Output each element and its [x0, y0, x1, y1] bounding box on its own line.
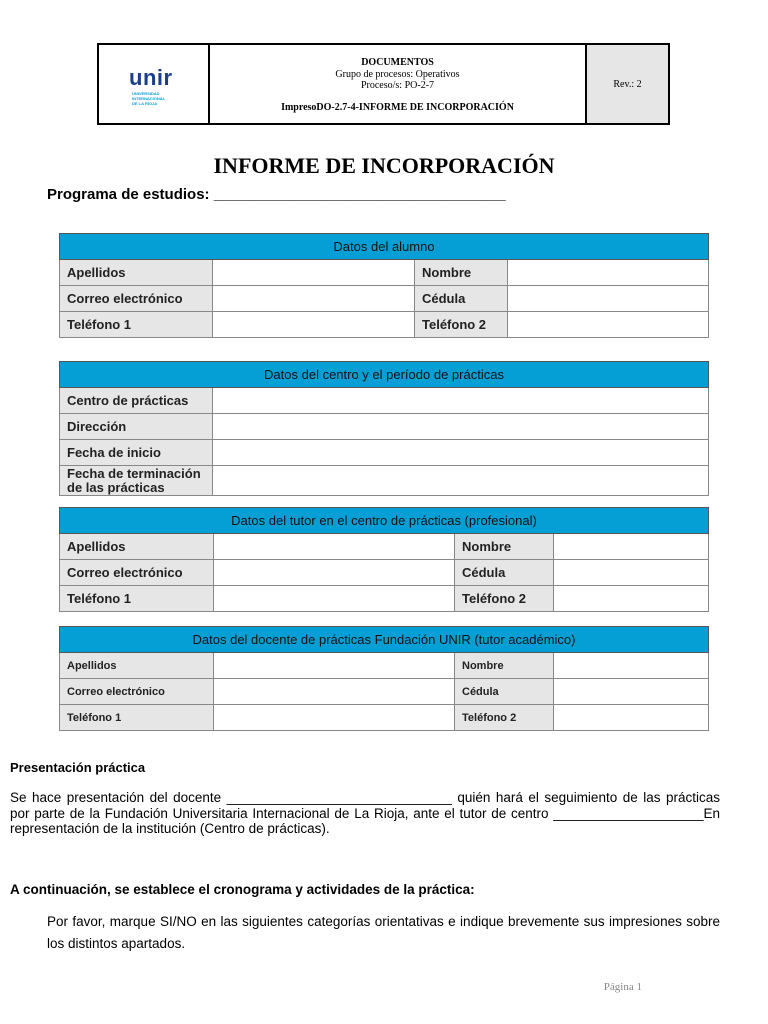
input-direccion[interactable] [213, 414, 709, 440]
presentacion-heading: Presentación práctica [10, 760, 146, 775]
input-tutor-telefono2[interactable] [554, 586, 709, 612]
label-fecha-inicio: Fecha de inicio [60, 440, 213, 466]
tutor-table [59, 507, 709, 612]
logo-text: unir [129, 65, 173, 90]
label-cedula: Cédula [455, 560, 554, 586]
label-apellidos: Apellidos [60, 260, 213, 286]
label-centro-practicas: Centro de prácticas [60, 388, 213, 414]
label-telefono2: Teléfono 2 [455, 586, 554, 612]
page-number: Página 1 [603, 981, 642, 993]
label-nombre: Nombre [415, 260, 508, 286]
label-telefono1: Teléfono 1 [60, 586, 214, 612]
header-process: Proceso/s: PO-2-7 [360, 80, 435, 91]
input-fecha-terminacion[interactable] [213, 466, 709, 496]
input-tutor-telefono1[interactable] [214, 586, 455, 612]
input-alumno-cedula[interactable] [508, 286, 709, 312]
input-tutor-correo[interactable] [214, 560, 455, 586]
centro-heading: Datos del centro y el período de prácticas [60, 362, 709, 388]
docente-heading: Datos del docente de prácticas Fundación UNIR (tutor académico) [60, 627, 709, 653]
label-apellidos: Apellidos [60, 534, 214, 560]
label-telefono1: Teléfono 1 [60, 705, 214, 731]
label-nombre: Nombre [455, 534, 554, 560]
input-alumno-nombre[interactable] [508, 260, 709, 286]
input-docente-telefono2[interactable] [554, 705, 709, 731]
label-correo: Correo electrónico [60, 560, 214, 586]
instructions-paragraph: Por favor, marque SI/NO en las siguientes categorías orientativas e indique brevemente sus impresiones sobre los distintos apartados. [47, 914, 720, 951]
input-docente-apellidos[interactable] [214, 653, 455, 679]
logo-subtitle: UNIVERSIDAD INTERNACIONAL DE LA RIOJA [132, 91, 166, 106]
label-apellidos: Apellidos [60, 653, 214, 679]
input-fecha-inicio[interactable] [213, 440, 709, 466]
label-nombre: Nombre [455, 653, 554, 679]
header-form-code: ImpresoDO-2.7-4-INFORME DE INCORPORACIÓN [281, 102, 514, 113]
label-fecha-terminacion: Fecha de terminación de las prácticas [60, 466, 213, 496]
label-correo: Correo electrónico [60, 679, 214, 705]
header-doc-type: DOCUMENTOS [361, 57, 434, 68]
input-docente-telefono1[interactable] [214, 705, 455, 731]
tutor-heading: Datos del tutor en el centro de prácticas (profesional) [60, 508, 709, 534]
header-process-group: Grupo de procesos: Operativos [335, 69, 460, 80]
input-tutor-cedula[interactable] [554, 560, 709, 586]
label-telefono2: Teléfono 2 [455, 705, 554, 731]
input-docente-nombre[interactable] [554, 653, 709, 679]
centro-table [59, 361, 709, 496]
input-tutor-apellidos[interactable] [214, 534, 455, 560]
alumno-heading: Datos del alumno [60, 234, 709, 260]
document-header [97, 43, 670, 125]
label-cedula: Cédula [415, 286, 508, 312]
input-docente-correo[interactable] [214, 679, 455, 705]
input-docente-cedula[interactable] [554, 679, 709, 705]
label-correo: Correo electrónico [60, 286, 213, 312]
revision-label: Rev.: 2 [587, 45, 668, 123]
input-centro-practicas[interactable] [213, 388, 709, 414]
input-alumno-telefono1[interactable] [213, 312, 415, 338]
unir-logo [99, 45, 210, 123]
label-cedula: Cédula [455, 679, 554, 705]
page-title: INFORME DE INCORPORACIÓN [213, 153, 555, 178]
docente-table [59, 626, 709, 731]
cronograma-heading: A continuación, se establece el cronograma y actividades de la práctica: [10, 882, 475, 897]
header-info [210, 45, 587, 123]
presentacion-paragraph: Se hace presentación del docente ______________________________ quién hará el seguimiento de las prácticas por parte de la Fundación Universitaria Internacional de La Rioja, ante el tutor de centro ____________________En representación de la institución (Centro de prácticas). [10, 790, 720, 836]
alumno-table [59, 233, 709, 338]
label-direccion: Dirección [60, 414, 213, 440]
label-telefono2: Teléfono 2 [415, 312, 508, 338]
input-alumno-correo[interactable] [213, 286, 415, 312]
programa-estudios-field[interactable]: Programa de estudios: ___________________________________ [47, 186, 506, 203]
input-alumno-telefono2[interactable] [508, 312, 709, 338]
label-telefono1: Teléfono 1 [60, 312, 213, 338]
input-alumno-apellidos[interactable] [213, 260, 415, 286]
input-tutor-nombre[interactable] [554, 534, 709, 560]
